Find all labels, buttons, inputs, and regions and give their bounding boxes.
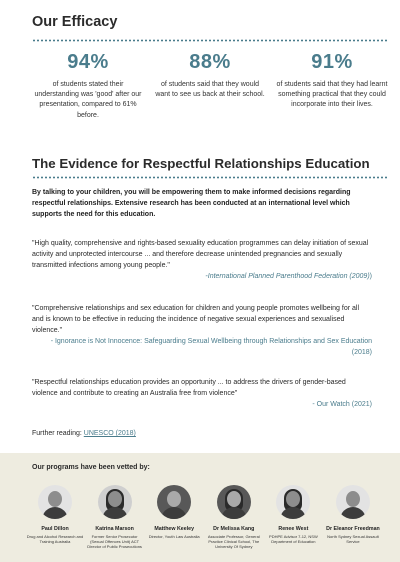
efficacy-heading: Our Efficacy xyxy=(32,14,118,30)
stat-description: of students said that they would want to see us back at their school. xyxy=(155,81,265,99)
quote-source: - Our Watch (2021) xyxy=(312,401,372,408)
stats-row xyxy=(32,50,388,121)
person-role: Drug and Alcohol Research and Training Australia xyxy=(26,534,84,545)
stat-description: of students said that they had learnt something practical that they could incorporate into their lives. xyxy=(276,81,388,109)
stat-understanding xyxy=(32,50,144,121)
person-role: PDHPE Advisor 7-12, NSW Department of Education xyxy=(269,534,318,545)
quote-source: -International Planned Parenthood Federation (2009)) xyxy=(205,273,372,280)
vetted-panel xyxy=(0,453,400,562)
quote-block xyxy=(32,377,372,410)
stat-value: 88% xyxy=(189,51,231,73)
unesco-link[interactable]: UNESCO (2018) xyxy=(83,430,136,437)
dotted-divider xyxy=(32,39,388,42)
avatar xyxy=(157,485,191,519)
person-paul-dillon xyxy=(26,485,84,550)
person-katrina-marson xyxy=(86,485,144,550)
stat-description: of students stated their understanding was 'good' after our presentation, compared to 61% before. xyxy=(34,81,142,119)
avatar xyxy=(276,485,310,519)
person-melissa-kang xyxy=(205,485,263,550)
quote-block xyxy=(32,303,372,358)
stat-return xyxy=(154,50,266,121)
quote-text: "Comprehensive relationships and sex education for children and young people promotes wellbeing for all and is known to be effective in reducing the incidence of negative sexual experiences and sexualised violence." xyxy=(32,305,360,334)
person-role: Director, Youth Law Australia xyxy=(148,534,200,539)
dotted-divider xyxy=(32,176,388,179)
quote-source-text: -International Planned Parenthood Federation (2009) xyxy=(205,273,370,280)
evidence-intro: By talking to your children, you will be empowering them to make informed decisions regarding respectful relationships. Extensive research has been conducted at an international level which supports the need for this education. xyxy=(32,189,351,218)
avatar xyxy=(336,485,370,519)
person-name: Dr Eleanor Freedman xyxy=(326,526,380,532)
person-eleanor-freedman xyxy=(324,485,382,550)
person-renee-west xyxy=(264,485,322,550)
avatar xyxy=(217,485,251,519)
person-name: Paul Dillon xyxy=(41,526,69,532)
stat-practical xyxy=(276,50,388,121)
person-role: Former Senior Prosecutor (Sexual Offences Unit) ACT Director of Public Prosecutions xyxy=(87,534,142,550)
further-reading-label: Further reading: xyxy=(32,430,82,437)
person-matthew-keeley xyxy=(145,485,203,550)
vetted-people xyxy=(26,485,382,550)
avatar xyxy=(98,485,132,519)
quote-text: "High quality, comprehensive and rights-based sexuality education programmes can delay initiation of sexual activity and unprotected intercourse ... and therefore decrease unintended pregnancies and sexually transmitted infections among young people." xyxy=(32,240,369,269)
quote-source: - Ignorance is Not Innocence: Safeguarding Sexual Wellbeing through Relationships and Sex Education (2018) xyxy=(50,338,372,356)
person-name: Katrina Marson xyxy=(95,526,134,532)
stat-value: 91% xyxy=(311,51,353,73)
stat-value: 94% xyxy=(67,51,109,73)
quote-block xyxy=(32,238,372,282)
evidence-heading: The Evidence for Respectful Relationships Education xyxy=(32,156,370,171)
person-role: Associate Professor, General Practice Clinical School, The University Of Sydney xyxy=(207,534,260,550)
person-name: Matthew Keeley xyxy=(154,526,195,532)
vetted-heading: Our programs have been vetted by: xyxy=(32,464,150,471)
person-name: Renee West xyxy=(278,526,309,532)
further-reading xyxy=(32,430,136,437)
quote-text: "Respectful relationships education provides an opportunity ... to address the drivers of gender-based violence and contribute to creating an Australia free from violence" xyxy=(32,379,346,397)
avatar xyxy=(38,485,72,519)
person-role: North Sydney Sexual Assault Service xyxy=(327,534,379,545)
person-name: Dr Melissa Kang xyxy=(213,526,255,532)
